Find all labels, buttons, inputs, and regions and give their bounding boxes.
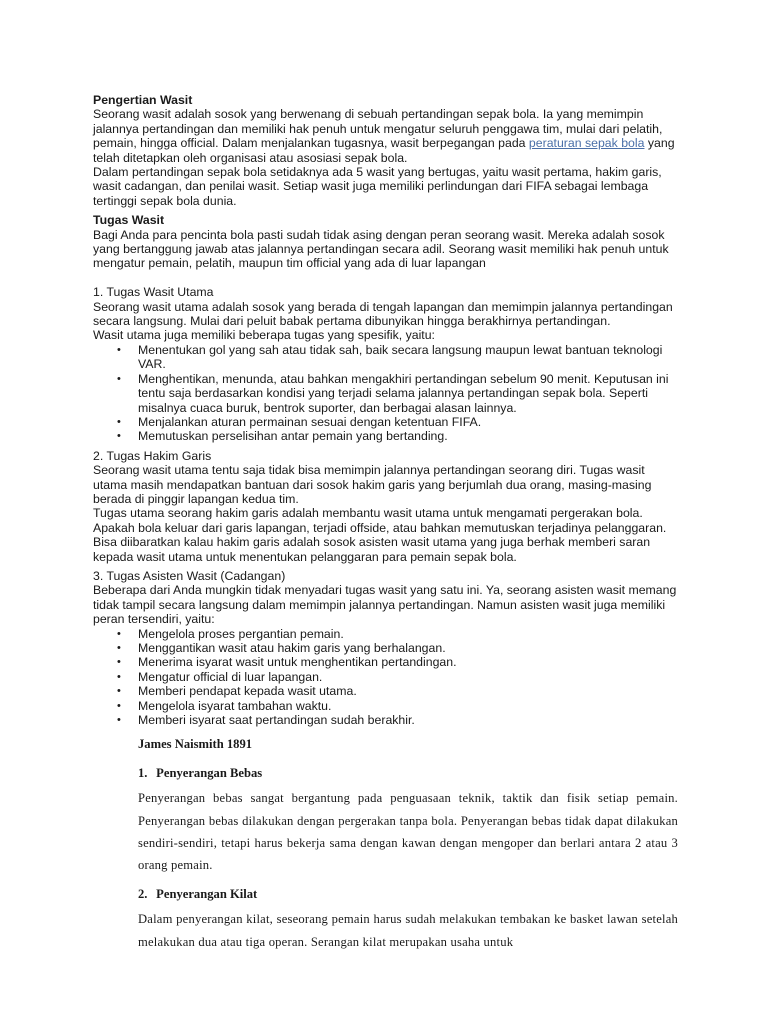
paragraph-penyerangan-kilat: Dalam penyerangan kilat, seseorang pemain harus sudah melakukan tembakan ke basket lawan setelah melakukan dua atau tiga operan. Serangan kilat merupakan usaha untuk [138, 912, 678, 949]
list-item: • Mengatur official di luar lapangan. [93, 670, 678, 684]
basketball-section [93, 733, 678, 953]
list-item: • Memutuskan perselisihan antar pemain yang bertanding. [93, 429, 678, 443]
list-item: • Memberi pendapat kepada wasit utama. [93, 684, 678, 698]
heading-james-naismith: James Naismith 1891 [138, 737, 253, 752]
heading-penyerangan-bebas: 1. Penyerangan Bebas [138, 765, 263, 780]
list-tugas-asisten-wasit [93, 627, 678, 728]
heading-pengertian-wasit: Pengertian Wasit [93, 93, 193, 107]
paragraph-wasit-utama-tugas: Wasit utama juga memiliki beberapa tugas yang spesifik, yaitu: [93, 328, 435, 343]
heading-tugas-wasit-utama: 1. Tugas Wasit Utama [93, 285, 214, 300]
document-page [93, 93, 678, 953]
paragraph-tugas-wasit: Bagi Anda para pencinta bola pasti sudah tidak asing dengan peran seorang wasit. Mereka adalah sosok yang bertanggung jawab atas jalannya pertandingan secara adil. Seorang wasit memiliki hak penuh untuk mengatur pemain, pelatih, maupun tim official yang ada di luar lapangan [93, 227, 669, 271]
list-item: • Menentukan gol yang sah atau tidak sah, baik secara langsung maupun lewat bantuan teknologi VAR. [93, 343, 678, 372]
paragraph-wasit-utama: Seorang wasit utama adalah sosok yang berada di tengah lapangan dan memimpin jalannya pertandingan secara langsung. Mulai dari peluit babak pertama dibunyikan hingga berakhirnya pertandingan. [93, 299, 673, 329]
heading-tugas-hakim-garis: 2. Tugas Hakim Garis [93, 448, 212, 463]
heading-tugas-asisten-wasit: 3. Tugas Asisten Wasit (Cadangan) [93, 568, 286, 583]
link-peraturan-sepak-bola[interactable]: peraturan sepak bola [528, 136, 645, 151]
paragraph-pengertian: Seorang wasit adalah sosok yang berwenang di sebuah pertandingan sepak bola. Ia yang memimpin jalannya pertandingan dan memiliki hak penuh untuk mengatur seluruh penggawa tim, mulai dari pelatih, pemain, hingga official. Dalam menjalankan tugasnya, wasit berpegangan pada peraturan sepak bola yang telah ditetapkan oleh organisasi atau asosiasi sepak bola. [93, 107, 675, 165]
paragraph-asisten-wasit: Beberapa dari Anda mungkin tidak menyadari tugas wasit yang satu ini. Ya, seorang asisten wasit memang tidak tampil secara langsung dalam memimpin jalannya pertandingan. Namun asisten wasit juga memiliki peran tersendiri, yaitu: [93, 583, 677, 627]
list-tugas-wasit-utama [93, 343, 678, 444]
list-item: • Menjalankan aturan permainan sesuai dengan ketentuan FIFA. [93, 415, 678, 429]
paragraph-hakim-garis-1: Seorang wasit utama tentu saja tidak bisa memimpin jalannya pertandingan seorang diri. Tugas wasit utama masih mendapatkan bantuan dari sosok hakim garis yang berjumlah dua orang, masing-masing berada di pinggir lapangan kedua tim. [93, 463, 652, 506]
paragraph-jumlah-wasit: Dalam pertandingan sepak bola setidaknya ada 5 wasit yang bertugas, yaitu wasit pertama, hakim garis, wasit cadangan, dan penilai wasit. Setiap wasit juga memiliki perlindungan dari FIFA sebagai lembaga tertinggi sepak bola dunia. [93, 165, 662, 208]
list-item: • Menerima isyarat wasit untuk menghentikan pertandingan. [93, 655, 678, 669]
list-item: • Mengelola isyarat tambahan waktu. [93, 699, 678, 713]
paragraph-penyerangan-bebas: Penyerangan bebas sangat bergantung pada penguasaan teknik, taktik dan fisik setiap pemain. Penyerangan bebas dilakukan dengan pergerakan tanpa bola. Penyerangan bebas tidak dapat dilakukan sendiri-sendiri, tetapi harus bekerja sama dengan kawan dengan mengoper dan berlari antara 2 atau 3 orang pemain. [138, 791, 678, 873]
list-item: • Mengelola proses pergantian pemain. [93, 627, 678, 641]
paragraph-hakim-garis-2: Tugas utama seorang hakim garis adalah membantu wasit utama untuk mengamati pergerakan bola. Apakah bola keluar dari garis lapangan, terjadi offside, atau bahkan memutuskan terjadinya pelanggaran. Bisa diibaratkan kalau hakim garis adalah sosok asisten wasit utama yang juga berhak memberi saran kepada wasit utama untuk menentukan pelanggaran para pemain sepak bola. [93, 506, 667, 564]
list-item: • Menggantikan wasit atau hakim garis yang berhalangan. [93, 641, 678, 655]
list-item: • Memberi isyarat saat pertandingan sudah berakhir. [93, 713, 678, 727]
list-item: • Menghentikan, menunda, atau bahkan mengakhiri pertandingan sebelum 90 menit. Keputusan ini tentu saja berdasarkan kondisi yang terjadi selama jalannya pertandingan sepak bola. Seperti misalnya cuaca buruk, bentrok suporter, dan berbagai alasan lainnya. [93, 372, 678, 415]
heading-penyerangan-kilat: 2. Penyerangan Kilat [138, 886, 258, 901]
heading-tugas-wasit: Tugas Wasit [93, 213, 165, 228]
